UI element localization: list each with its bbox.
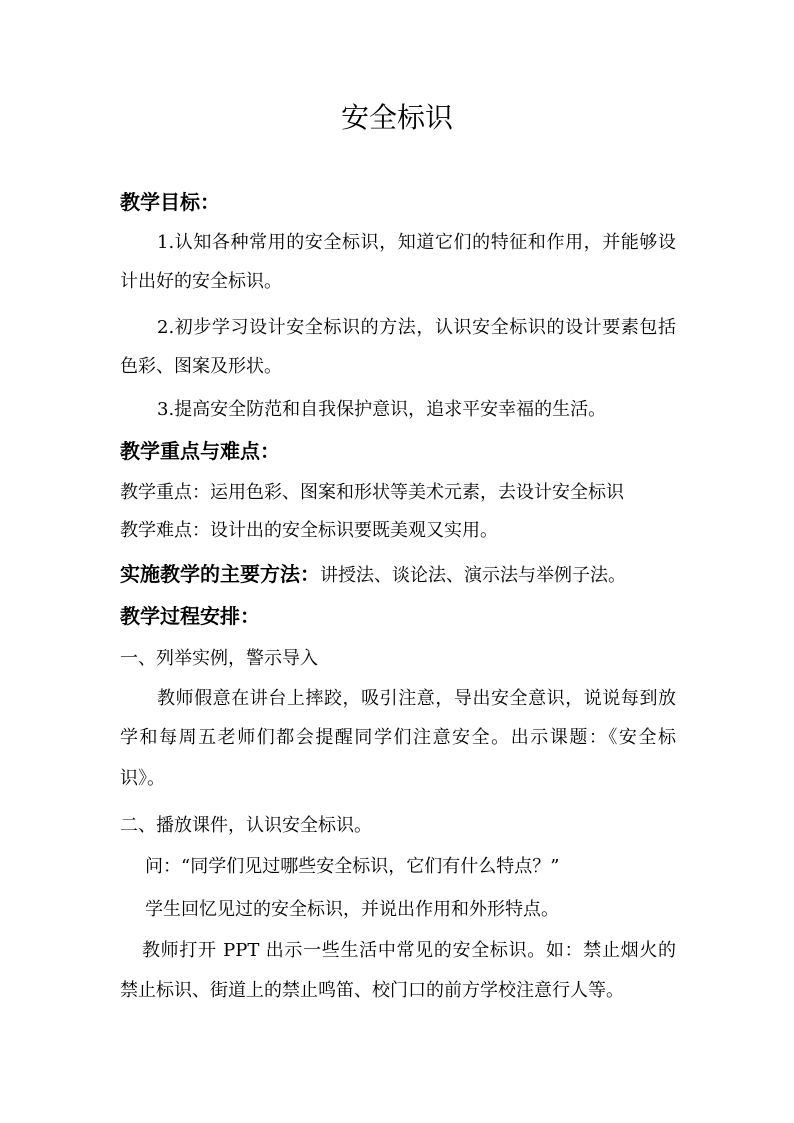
methods-text: 讲授法、谈论法、演示法与举例子法。 (320, 565, 626, 586)
step-2-paragraph-line-2: 禁止标识、街道上的禁止鸣笛、校门口的前方学校注意行人等。 (120, 980, 624, 1001)
objective-1-line-2: 计出好的安全标识。 (120, 271, 282, 292)
step-2-question: 问：“同学们见过哪些安全标识，它们有什么特点？” (145, 856, 560, 877)
difficulty: 教学难点：设计出的安全标识要既美观又实用。 (120, 520, 498, 541)
methods-line (120, 560, 676, 590)
heading-key-points: 教学重点与难点： (120, 439, 280, 463)
objective-2-line-1: 2.初步学习设计安全标识的方法，认识安全标识的设计要素包括 (157, 317, 676, 338)
objective-3: 3.提高安全防范和自我保护意识，追求平安幸福的生活。 (157, 399, 607, 420)
methods-label: 实施教学的主要方法： (120, 562, 320, 586)
key-point: 教学重点：运用色彩、图案和形状等美术元素，去设计安全标识 (120, 482, 624, 503)
step-1-paragraph-line-2: 学和每周五老师们都会提醒同学们注意安全。出示课题：《安全标 (120, 727, 676, 748)
step-2-answer: 学生回忆见过的安全标识，并说出作用和外形特点。 (145, 899, 559, 920)
step-2-heading: 二、播放课件，认识安全标识。 (120, 815, 372, 836)
objective-2-line-2: 色彩、图案及形状。 (120, 356, 282, 377)
page-title: 安全标识 (340, 101, 453, 134)
objective-1-line-1: 1.认知各种常用的安全标识，知道它们的特征和作用，并能够设 (157, 232, 676, 253)
step-1-heading: 一、列举实例，警示导入 (120, 648, 318, 669)
heading-process: 教学过程安排： (120, 604, 260, 628)
step-1-paragraph-line-3: 识》。 (120, 768, 165, 789)
step-1-paragraph-line-1: 教师假意在讲台上摔跤，吸引注意，导出安全意识，说说每到放 (157, 688, 676, 709)
heading-objectives: 教学目标： (120, 190, 220, 214)
step-2-paragraph-line-1: 教师打开 PPT 出示一些生活中常见的安全标识。如：禁止烟火的 (142, 940, 676, 961)
